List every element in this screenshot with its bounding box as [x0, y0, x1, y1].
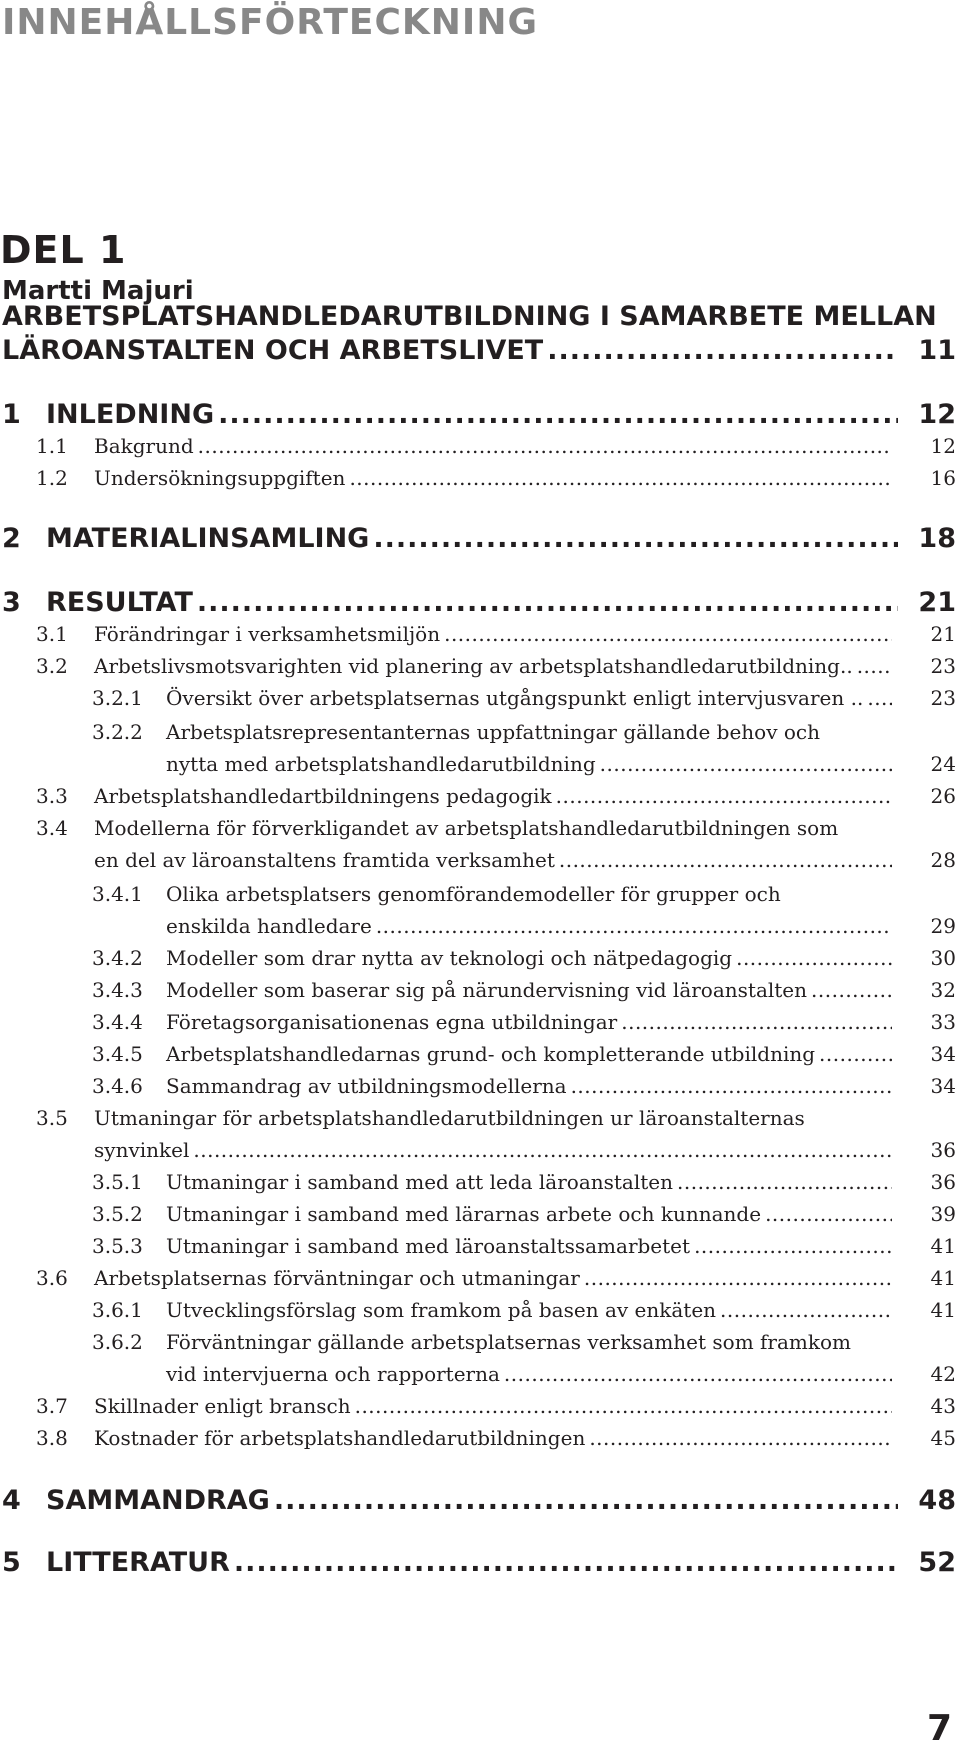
toc-entry-number: 3.8	[36, 1426, 68, 1450]
toc-entry-title: synvinkel	[94, 1138, 190, 1162]
toc-entry-number: 3.5	[36, 1106, 68, 1130]
dot-leader	[193, 1134, 892, 1166]
toc-entry-number: 1	[2, 399, 21, 430]
toc-entry-number: 1.1	[36, 434, 68, 458]
dot-leader	[234, 1546, 898, 1580]
dot-leader	[376, 910, 892, 942]
toc-entry	[0, 522, 956, 556]
toc-entry-page: 39	[930, 1202, 956, 1226]
toc-entry-title: Utmaningar i samband med lärarnas arbete och kunnande	[166, 1202, 762, 1226]
toc-entry	[0, 974, 956, 1008]
toc-entry-page: 16	[930, 466, 956, 490]
dot-leader	[621, 1006, 892, 1038]
toc-entry-title: LÄROANSTALTEN OCH ARBETSLIVET	[2, 335, 544, 366]
toc-entry-number: 3.6.1	[92, 1298, 143, 1322]
toc-entry-title: ARBETSPLATSHANDLEDARUTBILDNING I SAMARBETE MELLAN	[2, 301, 937, 332]
toc-entry	[0, 1326, 956, 1360]
toc-entry	[0, 1102, 956, 1136]
dot-leader	[444, 618, 892, 650]
toc-entry-title: Företagsorganisationenas egna utbildningar	[166, 1010, 618, 1034]
toc-entry-page: 18	[918, 523, 956, 554]
dot-leader	[571, 1070, 892, 1102]
toc-entry-page: 28	[930, 848, 956, 872]
toc-entry-title: Skillnader enligt bransch	[94, 1394, 351, 1418]
toc-entry-number: 1.2	[36, 466, 68, 490]
toc-entry-number: 4	[2, 1485, 21, 1516]
toc-entry	[0, 1390, 956, 1424]
toc-entry-page: 34	[930, 1074, 956, 1098]
toc-entry	[0, 1294, 956, 1328]
toc-entry-title: nytta med arbetsplatshandledarutbildning	[166, 752, 596, 776]
toc-entry-page: 12	[918, 399, 956, 430]
toc-entry	[0, 300, 956, 334]
toc-entry-page: 43	[930, 1394, 956, 1418]
toc-entry	[0, 1038, 956, 1072]
toc-entry	[0, 716, 956, 750]
toc-entry-number: 3.4.6	[92, 1074, 143, 1098]
toc-entry-title: Förändringar i verksamhetsmiljön	[94, 622, 441, 646]
toc-entry-page: 32	[930, 978, 956, 1002]
dot-leader	[584, 1262, 892, 1294]
toc-entry-title: Arbetsplatshandledarnas grund- och kompletterande utbildning	[166, 1042, 816, 1066]
dot-leader	[373, 522, 898, 556]
dot-leader	[736, 942, 892, 974]
dot-leader	[819, 1038, 892, 1070]
toc-entry-title: Arbetslivsmotsvarighten vid planering av arbetsplatshandledarutbildning..	[94, 654, 853, 678]
toc-entry	[0, 878, 956, 912]
toc-entry-title: Utvecklingsförslag som framkom på basen av enkäten	[166, 1298, 717, 1322]
toc-entry-number: 3.4.4	[92, 1010, 143, 1034]
toc-entry-title: Utmaningar i samband med läroanstaltssamarbetet	[166, 1234, 691, 1258]
toc-entry	[0, 1070, 956, 1104]
toc-entry	[0, 1230, 956, 1264]
toc-entry-title: Kostnader för arbetsplatshandledarutbildningen	[94, 1426, 586, 1450]
toc-entry-page: 41	[930, 1234, 956, 1258]
toc-entry-number: 3.3	[36, 784, 68, 808]
toc-entry-page: 45	[930, 1426, 956, 1450]
toc-entry-page: 52	[918, 1547, 956, 1578]
toc-entry	[0, 812, 956, 846]
toc-entry-page: 23	[930, 686, 956, 710]
toc-entry-page: 36	[930, 1138, 956, 1162]
toc-entry-number: 3.5.1	[92, 1170, 143, 1194]
toc-entry-page: 12	[930, 434, 956, 458]
toc-entry-title: Översikt över arbetsplatsernas utgångspunkt enligt intervjusvaren ..	[166, 686, 864, 710]
toc-entry-title: Olika arbetsplatsers genomförandemodeller för grupper och	[166, 882, 781, 906]
toc-entry-title: Sammandrag av utbildningsmodellerna	[166, 1074, 567, 1098]
toc-entry-title: Utmaningar i samband med att leda läroanstalten	[166, 1170, 673, 1194]
toc-entry	[0, 430, 956, 464]
toc-entry-number: 3.4	[36, 816, 68, 840]
dot-leader	[504, 1358, 892, 1390]
toc-entry-title: en del av läroanstaltens framtida verksamhet	[94, 848, 555, 872]
author-name: Martti Majuri	[2, 276, 194, 306]
toc-entry-title: Arbetsplatsernas förväntningar och utmaningar	[94, 1266, 580, 1290]
part-label: DEL 1	[0, 228, 127, 272]
toc-entry-number: 3.1	[36, 622, 68, 646]
toc-entry-page: 48	[918, 1485, 956, 1516]
toc-entry-page: 29	[930, 914, 956, 938]
toc-entry-title: Undersökningsuppgiften	[94, 466, 346, 490]
toc-entry-page: 41	[930, 1298, 956, 1322]
toc-entry-title: Bakgrund	[94, 434, 194, 458]
toc-entry-title: Modeller som baserar sig på närundervisning vid läroanstalten	[166, 978, 808, 1002]
toc-entry-number: 3.6	[36, 1266, 68, 1290]
toc-entry	[0, 942, 956, 976]
toc-entry-page: 33	[930, 1010, 956, 1034]
toc-entry-number: 2	[2, 523, 21, 554]
dot-leader	[600, 748, 892, 780]
dot-leader	[589, 1422, 892, 1454]
toc-entry-number: 3.4.2	[92, 946, 143, 970]
toc-entry-title: Förväntningar gällande arbetsplatsernas verksamhet som framkom	[166, 1330, 851, 1354]
toc-entry-title: Modeller som drar nytta av teknologi och nätpedagogig	[166, 946, 733, 970]
toc-entry	[0, 1262, 956, 1296]
toc-entry-title: enskilda handledare	[166, 914, 372, 938]
toc-entry	[0, 748, 956, 782]
dot-leader	[198, 430, 892, 462]
toc-entry-title: Modellerna för förverkligandet av arbetsplatshandledarutbildningen som	[94, 816, 839, 840]
toc-entry	[0, 780, 956, 814]
dot-leader	[274, 1484, 898, 1518]
toc-entry-number: 3.5.2	[92, 1202, 143, 1226]
dot-leader	[547, 334, 898, 368]
dot-leader	[677, 1166, 892, 1198]
dot-leader	[765, 1198, 892, 1230]
toc-entry-page: 26	[930, 784, 956, 808]
toc-entry-page: 42	[930, 1362, 956, 1386]
toc-entry	[0, 1358, 956, 1392]
toc-entry-number: 3.2.2	[92, 720, 143, 744]
dot-leader	[857, 650, 892, 682]
dot-leader	[349, 462, 892, 494]
dot-leader	[867, 682, 892, 714]
toc-entry-page: 11	[918, 335, 956, 366]
toc-entry-title: Arbetsplatshandledartbildningens pedagogik	[94, 784, 552, 808]
page-number: 7	[926, 1708, 952, 1749]
toc-entry-number: 3.2.1	[92, 686, 143, 710]
toc-entry	[0, 1166, 956, 1200]
toc-entry	[0, 1422, 956, 1456]
toc-entry	[0, 910, 956, 944]
toc-entry-page: 36	[930, 1170, 956, 1194]
dot-leader	[218, 398, 898, 432]
toc-entry	[0, 1198, 956, 1232]
dot-leader	[355, 1390, 892, 1422]
toc-entry	[0, 682, 956, 716]
toc-entry-number: 3.4.5	[92, 1042, 143, 1066]
toc-entry-title: vid intervjuerna och rapporterna	[166, 1362, 500, 1386]
dot-leader	[559, 844, 892, 876]
dot-leader	[720, 1294, 892, 1326]
toc-entry-number: 3.4.1	[92, 882, 143, 906]
dot-leader	[694, 1230, 892, 1262]
toc-entry-title: Utmaningar för arbetsplatshandledarutbildningen ur läroanstalternas	[94, 1106, 805, 1130]
toc-entry-title: INLEDNING	[46, 399, 215, 430]
toc-entry-title: MATERIALINSAMLING	[46, 523, 370, 554]
dot-leader	[811, 974, 892, 1006]
toc-entry-number: 3.2	[36, 654, 68, 678]
toc-entry-page: 23	[930, 654, 956, 678]
toc-entry	[0, 1006, 956, 1040]
toc-entry	[0, 844, 956, 878]
toc-entry-number: 3.6.2	[92, 1330, 143, 1354]
toc-entry-number: 5	[2, 1547, 21, 1578]
toc-entry-number: 3	[2, 587, 21, 618]
toc-entry	[0, 398, 956, 432]
toc-entry-title: RESULTAT	[46, 587, 193, 618]
toc-entry-number: 3.4.3	[92, 978, 143, 1002]
toc-entry-title: Arbetsplatsrepresentanternas uppfattningar gällande behov och	[166, 720, 820, 744]
toc-entry-title: SAMMANDRAG	[46, 1485, 270, 1516]
toc-entry	[0, 1134, 956, 1168]
toc-entry-page: 24	[930, 752, 956, 776]
toc-entry-page: 21	[918, 587, 956, 618]
toc-entry	[0, 462, 956, 496]
toc-entry	[0, 650, 956, 684]
page-title: INNEHÅLLSFÖRTECKNING	[2, 2, 539, 43]
toc-entry-page: 30	[930, 946, 956, 970]
toc-entry	[0, 586, 956, 620]
toc-entry	[0, 334, 956, 368]
toc-entry	[0, 1546, 956, 1580]
toc-entry-title: LITTERATUR	[46, 1547, 230, 1578]
toc-entry-number: 3.7	[36, 1394, 68, 1418]
toc-entry-page: 41	[930, 1266, 956, 1290]
toc-entry-page: 21	[930, 622, 956, 646]
toc-entry-page: 34	[930, 1042, 956, 1066]
dot-leader	[556, 780, 892, 812]
dot-leader	[197, 586, 898, 620]
toc-entry	[0, 1484, 956, 1518]
toc-entry	[0, 618, 956, 652]
toc-entry-number: 3.5.3	[92, 1234, 143, 1258]
